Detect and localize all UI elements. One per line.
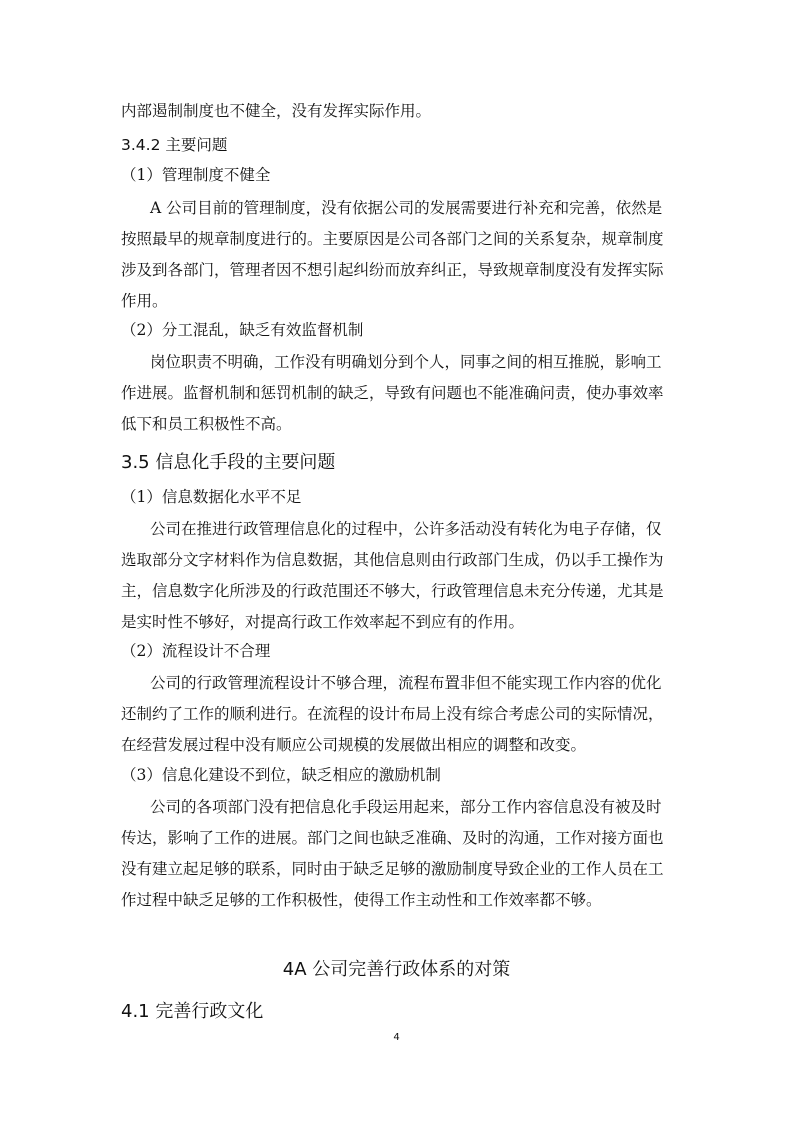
body-text-line: 作用。 <box>121 292 168 310</box>
body-text-line: 没有建立起足够的联系，同时由于缺乏足够的激励制度导致企业的工作人员在工 <box>121 860 664 878</box>
body-text-line: 按照最早的规章制度进行的。主要原因是公司各部门之间的关系复杂，规章制度 <box>121 230 664 248</box>
subsection-heading: （3）信息化建设不到位，缺乏相应的激励机制 <box>121 766 441 784</box>
section-heading: 3.4.2 主要问题 <box>121 136 228 154</box>
chapter-heading: 4A 公司完善行政体系的对策 <box>282 959 511 980</box>
body-text-line: 低下和员工积极性不高。 <box>121 415 292 433</box>
body-text-line: 选取部分文字材料作为信息数据，其他信息则由行政部门生成，仍以手工操作为 <box>121 551 664 569</box>
subsection-heading: （2）流程设计不合理 <box>121 642 271 660</box>
body-text-line: 公司的行政管理流程设计不够合理，流程布置非但不能实现工作内容的优化 <box>150 674 662 692</box>
body-text-line: 岗位职责不明确，工作没有明确划分到个人，同事之间的相互推脱，影响工 <box>150 353 662 371</box>
body-text-line: A 公司目前的管理制度，没有依据公司的发展需要进行补充和完善，依然是 <box>150 199 663 217</box>
body-text-line: 公司在推进行政管理信息化的过程中，公许多活动没有转化为电子存储，仅 <box>150 520 662 538</box>
section-heading: 4.1 完善行政文化 <box>121 1001 264 1022</box>
subsection-heading: （2）分工混乱，缺乏有效监督机制 <box>121 321 364 339</box>
section-heading: 3.5 信息化手段的主要问题 <box>121 452 336 473</box>
subsection-heading: （1）管理制度不健全 <box>121 166 271 184</box>
subsection-heading: （1）信息数据化水平不足 <box>121 488 302 506</box>
body-text-line: 涉及到各部门，管理者因不想引起纠纷而放弃纠正，导致规章制度没有发挥实际 <box>121 261 664 279</box>
body-text-line: 传达，影响了工作的进展。部门之间也缺乏准确、及时的沟通，工作对接方面也 <box>121 829 664 847</box>
body-text-line: 作进展。监督机制和惩罚机制的缺乏，导致有问题也不能准确问责，使办事效率 <box>121 384 664 402</box>
body-text-line: 是实时性不够好，对提高行政工作效率起不到应有的作用。 <box>121 613 525 631</box>
body-text-line: 在经营发展过程中没有顺应公司规模的发展做出相应的调整和改变。 <box>121 736 587 754</box>
body-text-line: 作过程中缺乏足够的工作积极性，使得工作主动性和工作效率都不够。 <box>121 891 602 909</box>
body-text-line: 还制约了工作的顺利进行。在流程的设计布局上没有综合考虑公司的实际情况， <box>121 705 664 723</box>
page-number: 4 <box>393 1032 400 1043</box>
body-text-line: 公司的各项部门没有把信息化手段运用起来，部分工作内容信息没有被及时 <box>150 798 662 816</box>
body-text-line: 主，信息数字化所涉及的行政范围还不够大，行政管理信息未充分传递，尤其是 <box>121 582 664 600</box>
body-text-line: 内部遏制制度也不健全，没有发挥实际作用。 <box>121 102 432 120</box>
